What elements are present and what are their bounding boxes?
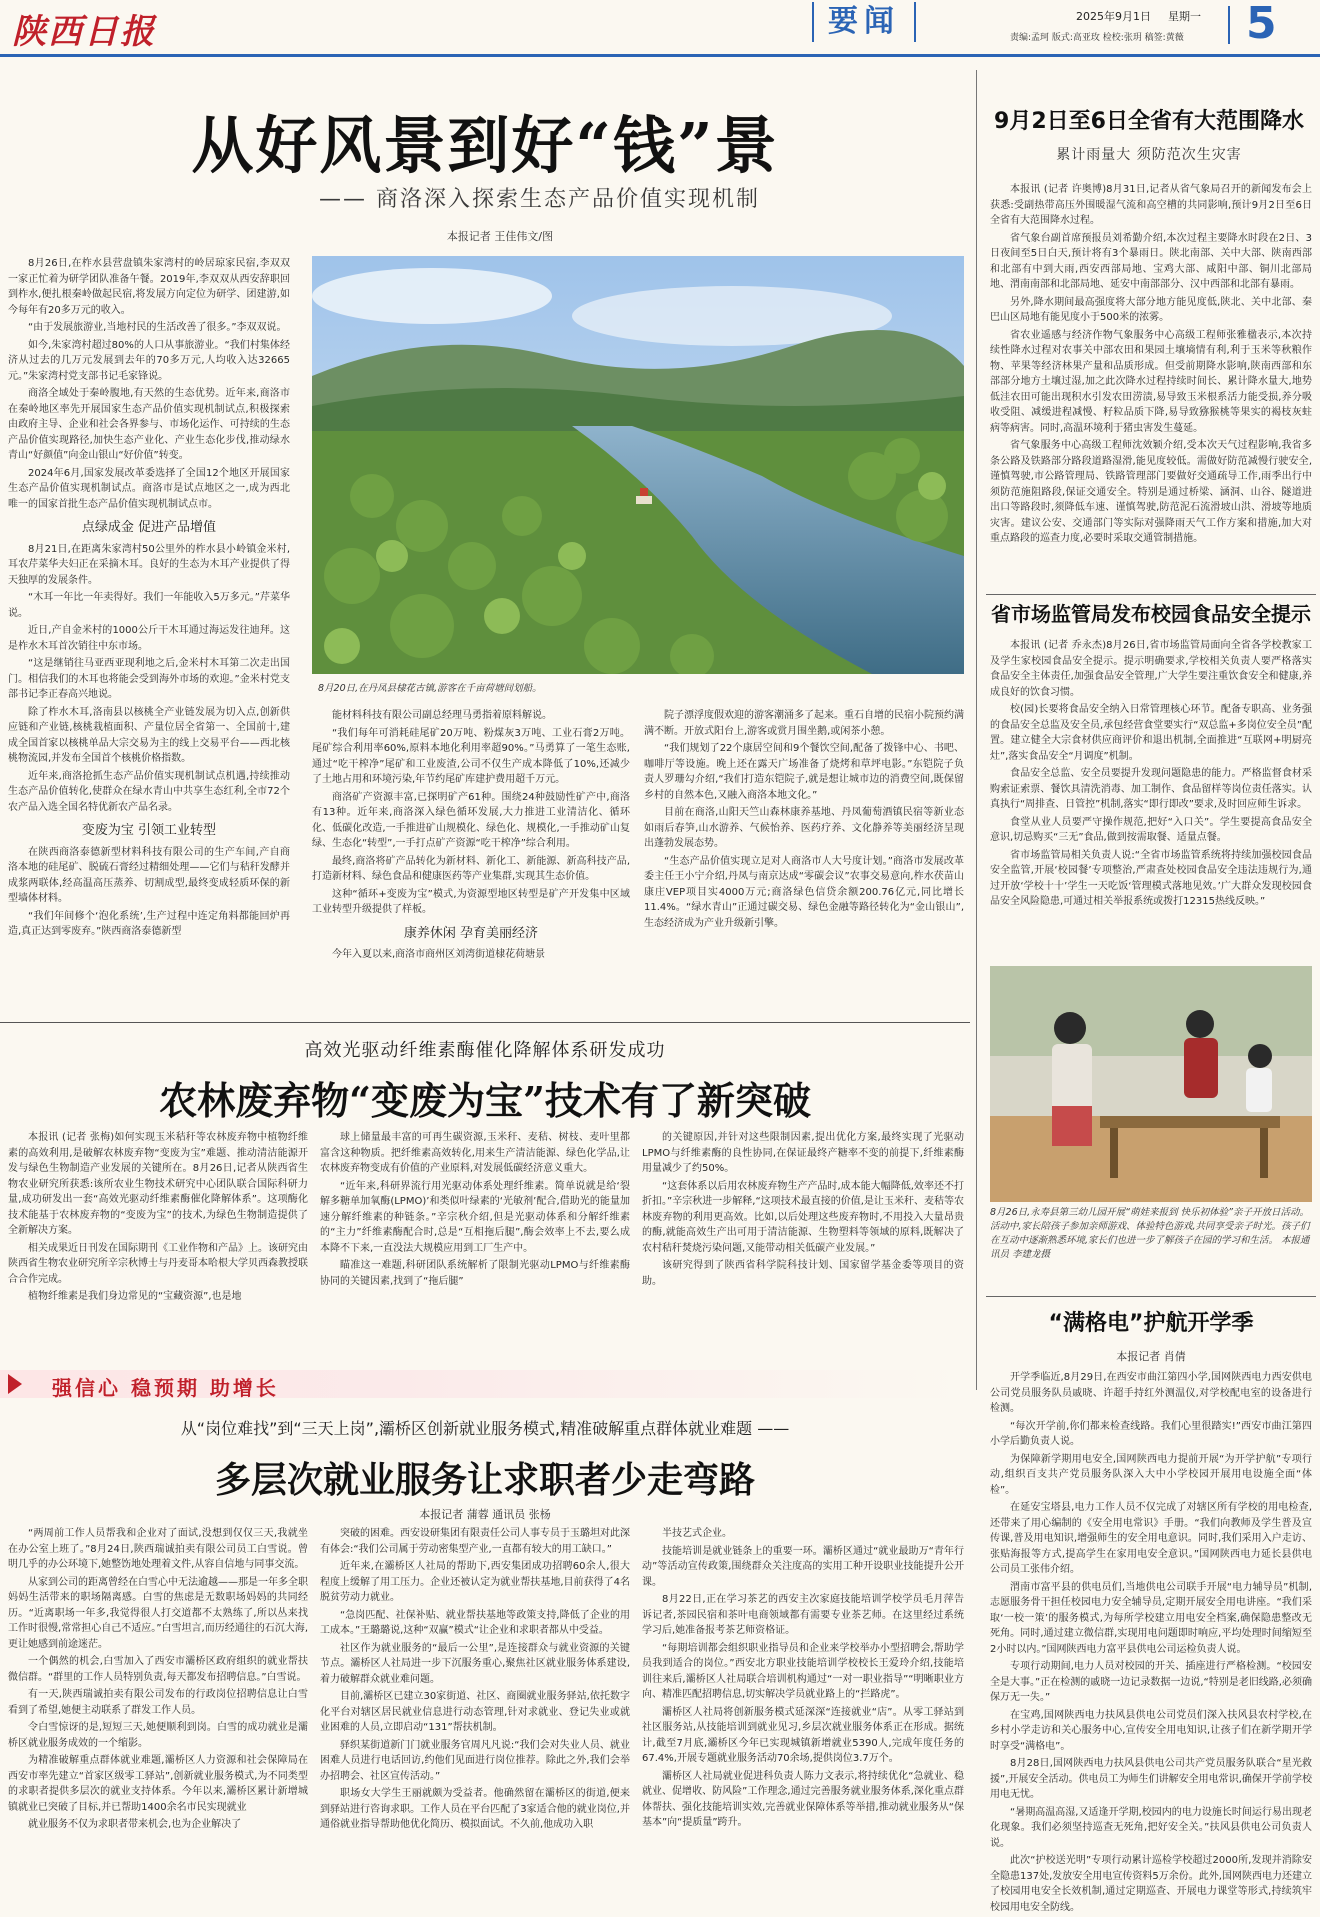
paragraph: “这套体系以后用农林废弃物生产产品时,成本能大幅降低,效率还不打折扣。”辛宗秋进一步解释,“这项技术最直接的价值,是让玉米秆、麦秸等农林废弃物的利用更高效。比如,以后处理这些废弃物时,不用投入大量昂贵的酶,就能高效生产出可用于清洁能源、生物塑料等领域的原料,既解决了农村秸秆焚烧污染问题,又能带动相关低碳产业发展。”	[642, 1180, 964, 1254]
paragraph: 本报讯 (记者 许奥博)8月31日,记者从省气象局召开的新闻发布会上获悉:受副热带高压外围暖湿气流和高空槽的共同影响,预计9月2日至6日全省有大范围降水过程。	[990, 184, 1312, 226]
paragraph: 本报讯 (记者 乔永杰)8月26日,省市场监管局面向全省各学校教家工及学生家校园食品安全提示。提示明确要求,学校相关负责人要严格落实食品安全主体责任,加强食品安全管理,广大学生要注重饮食安全和健康,养成良好的饮食习惯。	[990, 640, 1312, 698]
weekday-text: 星期一	[1168, 10, 1201, 23]
paragraph: 灞桥区人社局就业促进科负责人陈力文表示,将持续优化“急就业、稳就业、促增收、防风险”工作理念,通过完善服务就业服务体系,深化重点群体帮扶、强化技能培训实效,完善就业保障体系等举措,推动就业服务从“保基本”向“提质量”跨升。	[642, 1770, 964, 1828]
paragraph: 校(园)长要将食品安全纳入日常管理核心环节。配备专职高、业务强的食品安全总监及安全员,承包经营食堂要实行“双总监+多岗位安全员”配置。建立健全大宗食材供应商评价和退出机制,全面推进“互联网+明厨亮灶”,落实食品安全“月调度”机制。	[990, 704, 1312, 762]
main-headline: 从好风景到好“钱”景	[191, 109, 779, 182]
employment-col-2	[320, 1526, 630, 1916]
paragraph: 为保障新学期用电安全,国网陕西电力提前开展“为开学护航”专项行动,组织百支共产党员服务队深入大中小学校园开展用电设施全面“体检”。	[990, 1453, 1312, 1496]
paragraph: 此次“护校送光明”专项行动累计巡检学校超过2000所,发现并消除安全隐患137处,发放安全用电宣传资料5万余份。此外,国网陕西电力还建立了校园用电安全长效机制,通过定期巡查、开展电力课堂等形式,持续筑牢校园用电安全防线。	[990, 1855, 1312, 1912]
paragraph: 社区作为就业服务的“最后一公里”,是连接群众与就业资源的关键节点。灞桥区人社局进一步下沉服务重心,聚焦社区就业服务体系建设,着力破解群众就业难问题。	[320, 1642, 630, 1685]
paragraph: 8月26日,在柞水县营盘镇朱家湾村的岭居琼家民宿,李双双一家正忙着为研学团队准备午餐。2019年,李双双从西安辞职回到柞水,便扎根秦岭做起民宿,将发展方向定位为研学、团建游,如今每年有20多万元的收入。	[8, 258, 290, 316]
charging-body	[990, 1370, 1312, 1912]
paragraph: 该研究得到了陕西省科学院科技计划、国家留学基金委等项目的资助。	[642, 1260, 964, 1287]
fiber-kicker: 高效光驱动纤维素酶催化降解体系研发成功	[304, 1040, 666, 1061]
divider	[986, 594, 1316, 595]
employment-col-3	[642, 1526, 964, 1916]
kindergarten-caption: 8月26日,永寿县第三幼儿园开展“萌娃来报到 快乐初体验”亲子开放日活动。活动中,家长陪孩子参加亲师游戏、体验特色游戏,共同享受亲子时光。孩子们在互动中逐渐熟悉环境,家长们也进一步了解孩子在园的学习和生活。 本报通讯员 李建龙摄	[990, 1207, 1310, 1260]
banner-flag-icon	[8, 1374, 22, 1394]
paragraph: “木耳一年比一年卖得好。我们一年能收入5万多元。”芹菜华说。	[8, 592, 290, 619]
section-banner	[0, 1368, 970, 1400]
issue-date	[1076, 8, 1201, 24]
paragraph: 灞桥区人社局将创新服务模式延深深“连接就业“店”。从零工驿站到社区服务站,从技能培训到就业见习,乡层次就业服务体系正在形成。据统计,截至7月底,灞桥区今年已实现城镇新增就业5390人,完成年度任务的67.4%,开展专题就业服务活动70余场,提供岗位3.7万个。	[642, 1706, 964, 1764]
fiber-col-3	[642, 1130, 964, 1360]
paragraph: 能材料科技有限公司副总经理马勇指着原料解说。	[332, 710, 552, 721]
paragraph: 在延安宝塔县,电力工作人员不仅完成了对辖区所有学校的用电检查,还带来了用心编制的《安全用电常识》手册。“我们向教师及学生普及宣传课,普及用电知识,增强师生的安全用电意识。同时,我们采用入户走访、张贴海报等方式,提高学生在家用电安全意识。”国网陕西电力延长县供电公司员工张伟介绍。	[990, 1502, 1312, 1575]
paragraph: “暑期高温高湿,又适逢开学期,校园内的电力设施长时间运行易出现老化现象。我们必须坚持巡查无死角,把好安全关。”扶风县供电公司负责人说。	[990, 1806, 1312, 1849]
paragraph: 省农业遥感与经济作物气象服务中心高级工程师张雅楹表示,本次持续性降水过程对农事关中部农田和果园土壤墒情有利,利于玉米等秋粮作物、苹果等经济林果产量和品质形成。但受前期降水影响,陕南西部和东部部分地方土壤过湿,加之此次降水过程持续时间长、累计降水量大,地势低洼农田可能出现积水引发农田涝渍,易导致玉米根系活力能受损,养分吸收受阻、减缓进程减慢、籽粒品质下降,易导致猕猴桃等果实的褐枝灰蛀病等病害。同时,高温环境利于猪虫害发生蔓延。	[990, 329, 1312, 434]
paragraph: 突破的困难。西安设研集团有限责任公司人事专员于玉璐坦对此深有体会:“我们公司属于劳动密集型产业,一直都有较大的用工缺口。”	[320, 1528, 630, 1555]
kindergarten-image	[990, 966, 1312, 1202]
paragraph: 一个偶然的机会,白雪加入了西安市灞桥区政府组织的就业帮扶微信群。“群里的工作人员特别负责,每天都发布招聘信息。”白雪说。	[8, 1656, 308, 1683]
section-tag	[812, 2, 916, 42]
date-text: 2025年9月1日	[1076, 10, 1151, 23]
section-name: 要闻	[828, 4, 900, 39]
main-subhead-2: 变废为宝 引领工业转型	[81, 823, 217, 838]
paragraph: “两周前工作人员帮我和企业对了面试,没想到仅仅三天,我就坐在办公室上班了。”8月24日,陕西瑞诚拍卖有限公司员工白雪说。曾明几乎的办公环境下,她整饬地处理着文件,从容自信地与同事交流。	[8, 1528, 308, 1570]
paragraph: “由于发展旅游业,当地村民的生活改善了很多。”李双双说。	[28, 322, 287, 333]
paragraph: 省气象台副首席预报员刘希勤介绍,本次过程主要降水时段在2日、3日夜间至5日白天,预计将有3个暴雨日。陕北南部、关中大部、陕南西部和北部有中到大雨,西安西部局地、宝鸡大部、咸阳中部、铜川北部局地、渭南南部和北部局地、延安中南部部分、汉中西部和北部有暴雨。	[990, 232, 1312, 290]
paragraph: 职场女大学生王丽就颇为受益者。他确然留在灞桥区的街道,便来到驿站进行咨询求职。工作人员在平台匹配了3家适合他的就业岗位,并通俗就业指导帮助他优化简历、模拟面试。不久前,他成功入职	[320, 1788, 630, 1830]
weather-headline: 9月2日至6日全省有大范围降水	[994, 109, 1304, 134]
paragraph: 8月28日,国网陕西电力扶风县供电公司共产党员服务队联合“星光救援”,开展安全活动。供电员工为师生们讲解安全用电常识,确保开学前学校用电无忧。	[990, 1758, 1312, 1800]
main-photo	[312, 256, 964, 674]
paragraph: 瞄准这一难题,科研团队系统解析了限制光驱动LPMO与纤维素酶协同的关键因素,找到了“拖后腿”	[320, 1260, 630, 1287]
paragraph: 球上储量最丰富的可再生碳资源,玉米秆、麦秸、树枝、麦叶里都富含这种物质。把纤维素高效转化,用来生产清洁能源、绿色化学品,让农林废弃物变成有价值的产业原料,对发展低碳经济意义重大。	[320, 1132, 630, 1174]
fiber-col-2	[320, 1130, 630, 1360]
paragraph: 植物纤维素是我们身边常见的“宝藏资源”,也是地	[28, 1291, 242, 1302]
paragraph: 目前在商洛,山阳天竺山森林康养基地、丹凤葡萄酒镇民宿等新业态如雨后春笋,山水游养、气候怡养、医药疗养、文化静养等美丽经济呈现出蓬勃发展态势。	[644, 807, 964, 849]
paragraph: 今年入夏以来,商洛市商州区刘湾街道棣花荷塘景	[332, 949, 546, 960]
food-headline: 省市场监管局发布校园食品安全提示	[991, 602, 1311, 626]
main-col-3	[644, 708, 964, 1016]
paragraph: 的关键原因,并针对这些限制因素,提出优化方案,最终实现了光驱动LPMO与纤维素酶的良性协同,在保证最终产糖率不变的前提下,纤维素酶用量减少了约50%。	[642, 1132, 964, 1174]
main-col-1	[8, 256, 290, 1016]
paragraph: 为精准破解重点群体就业难题,灞桥区人力资源和社会保障局在西安市率先建立“首家区级零工驿站”,创新就业服务模式,为不同类型的求职者提供多层次的就业支持体系。今年以来,灞桥区累计新增城镇就业已突破了目标,并已帮助1400余名市民实现就业	[8, 1755, 308, 1813]
paragraph: 就业服务不仅为求职者带来机会,也为企业解决了	[28, 1819, 242, 1830]
weather-body	[990, 182, 1312, 592]
paragraph: 食堂从业人员要严守操作规范,把好“入口关”。学生要提高食品安全意识,切忌购买“三无”食品,做到按需取餐、适量点餐。	[990, 816, 1312, 843]
paragraph: 令白雪惊讶的是,短短三天,她便顺利到岗。白雪的成功就业是灞桥区就业服务成效的一个缩影。	[8, 1722, 308, 1749]
paragraph: 在宝鸡,国网陕西电力扶风县供电公司党员们深入扶风县农村学校,在乡村小学走访和关心服务中心,宣传安全用电知识,让孩子们在新学期开学时享受“满格电”。	[990, 1709, 1312, 1752]
paragraph: 省市场监管局相关负责人说:“全省市场监管系统将持续加强校园食品安全监管,开展‘校园餐’专项整治,严肃查处校园食品安全违法违规行为,通过开放‘学校十十’学生一天吃饭‘管理模式落地见效。’广大群众发现校园食品安全风险隐患,可通过相关举报系统或拨打12315热线反映。”	[990, 849, 1312, 907]
paragraph: “我们规划了22个康居空间和9个餐饮空间,配备了拨锋中心、书吧、咖啡厅等设施。晚上还在露天广场准备了烧烤和草坪电影。”东铠院子负责人罗珊勾介绍,“我们打造东铠院子,就是想让城市边的消费空间,既保留乡村的自然本色,又融入商洛本地文化。”	[644, 743, 964, 801]
divider	[986, 1296, 1316, 1297]
paragraph: 技能培训是就业链条上的重要一环。灞桥区通过“就业最助万“青年行动”等活动宣传政策,围绕群众关注度高的实用工种开设职业技能提升公开课。	[642, 1545, 964, 1588]
paragraph: 本报讯 (记者 张梅)如何实现玉米秸秆等农林废弃物中植物纤维素的高效利用,是破解农林废弃物“变废为宝”难题、推动清洁能源开发与绿色生物制造产业发展的关键所在。8月26日,记者从陕西省生物农业研究所获悉:该所农业生物技术研究中心团队联合国际科研力量,成功研发出一套“高效光驱动纤维素酶催化降解体系”。这项酶化技术能基于农林废弃物的“变废为宝”的技术,为绿色生物制造提供了全新解决方案。	[8, 1132, 308, 1236]
paragraph: 在陕西商洛泰德新型材料科技有限公司的生产车间,产自商洛本地的硅尾矿、脱硫石膏经过精细处理——它们与秸秆发酵并成浆两联体,经高温高压蒸养、切割成型,最终变成轻质环保的新型墙体材料。	[8, 846, 290, 904]
paragraph: 有一天,陕西瑞诚拍卖有限公司发布的行政岗位招聘信息让白雪看到了希望,她便主动联系了群发工作人员。	[8, 1689, 308, 1716]
paragraph: 目前,灞桥区已建立30家街道、社区、商圈就业服务驿站,依托数字化平台对辖区居民就业信息进行动态管理,针对求就业、登记失业或就业困难的人员,立即启动“131”帮扶机制。	[320, 1691, 630, 1733]
paragraph: 渭南市富平县的供电员们,当地供电公司联手开展“电力辅导员”机制,志愿服务骨干担任校园电力安全辅导员,定期开展安全用电讲座。“我们采取‘一校一策’的服务模式,为每所学校建立用电安全档案,确保隐患整改无死角。同时,通过建立微信群,实现用电问题即时响应,平均处理时间缩短至2小时以内。”国网陕西电力富平县供电公司运检负责人说。	[990, 1581, 1312, 1655]
paragraph: 食品安全总监、安全员要提升发现问题隐患的能力。严格监督食材采购索证索票、餐饮具清洗消毒、加工制作、食品留样等岗位责任落实。认真执行“周排查、日管控”机制,落实“即行即改”要求,及时回应师生诉求。	[990, 768, 1312, 810]
banner-text: 强信心 稳预期 助增长	[52, 1376, 279, 1400]
paragraph: 相关成果近日刊发在国际期刊《工业作物和产品》上。该研究由陕西省生物农业研究所辛宗秋博士与丹麦哥本哈根大学贝西森教授联合合作完成。	[8, 1242, 308, 1285]
paragraph: 半技艺式企业。	[662, 1528, 732, 1539]
paragraph: “这是继销往马亚西亚现利地之后,金米村木耳第二次走出国门。相信我们的木耳也将能会受到海外市场的欢迎。”金米村党支部书记李正春高兴地说。	[8, 658, 290, 700]
masthead-logo: 陕西日报	[12, 12, 156, 52]
food-body	[990, 638, 1312, 958]
fiber-col-1	[8, 1130, 308, 1360]
masthead	[0, 0, 1320, 52]
main-subtitle: —— 商洛深入探索生态产品价值实现机制	[319, 187, 760, 212]
page-number: 5	[1246, 0, 1277, 49]
employment-byline: 本报记者 蒲蓉 通讯员 张杨	[419, 1508, 551, 1521]
charging-headline: “满格电”护航开学季	[1048, 1311, 1254, 1336]
paragraph: 省气象服务中心高级工程师沈效颖介绍,受本次天气过程影响,我省多条公路及铁路部分路段道路湿滑,能见度较低。需做好防范减慢行驶安全,谨慎驾驶,市公路管理局、铁路管理部门要做好交通疏导工作,雨季出行中须防范施阻路段,保证交通安全。特别是通过桥梁、涵洞、山谷、隧道进出口等路段时,须降低车速、谨慎驾驶,防范泥石流滑坡山洪、滑坡等地质灾害。建议公安、交通部门等实际对强降雨天气工作方案和措施,加大对重点路段的巡查力度,必要时采取交通管制措施。	[990, 440, 1312, 544]
paragraph: 近年来,商洛抢抓生态产品价值实现机制试点机遇,持续推动生态产品价值转化,使群众在绿水青山中共享生态红利,全市72个农产品入选全国名特优新农产品名录。	[8, 770, 290, 813]
paragraph: 驿织某街道新门门就业服务官周凡凡说:“我们会对失业人员、就业困难人员进行电话回访,约他们见面进行岗位推荐。除此之外,我们会举办招聘会、社区宣传活动。”	[320, 1739, 630, 1782]
paragraph: 2024年6月,国家发展改革委选择了全国12个地区开展国家生态产品价值实现机制试点。商洛市是试点地区之一,成为西北唯一的国家首批生态产品价值实现机制试点市。	[8, 467, 290, 510]
kindergarten-photo	[990, 966, 1312, 1202]
weather-subtitle: 累计雨量大 须防范次生灾害	[1056, 147, 1242, 163]
main-photo-caption: 8月20日,在丹凤县棣花古镇,游客在千亩荷塘间划船。	[318, 683, 542, 694]
paragraph: 专项行动期间,电力人员对校园的开关、插座进行严格检测。“校园安全是大事。”正在检测的戚晓一边记录数据一边说,“特别是老旧线路,必须确保万无一失。”	[990, 1661, 1312, 1703]
charging-byline: 本报记者 肖倩	[1116, 1350, 1186, 1363]
paragraph: “近年来,科研界流行用光驱动体系处理纤维素。简单说就是给‘裂解多糖单加氧酶(LPMO)’和类似叶绿素的‘光敏剂’配合,借助光的能量加速分解纤维素的种链条。”辛宗秋介绍,但是光驱动体系和分解纤维素的“主力”纤维素酶配合时,总是“互相拖后腿”,酶会效率上不去,要么成本降不下来,一直没法大规模应用到工厂生产中。	[320, 1180, 630, 1254]
paragraph: “我们每年可消耗硅尾矿20万吨、粉煤灰3万吨、工业石膏2万吨。尾矿综合利用率60%,原料本地化利用率超90%。”马勇算了一笔生态账,通过“吃干榨净”尾矿和工业废渣,公司不仅生产成本降低了10%,还减少了土地占用和环境污染,年节约尾矿库建护费用超千万元。	[312, 727, 630, 785]
paragraph: 如今,朱家湾村超过80%的人口从事旅游业。“我们村集体经济从过去的几万元发展到去年的70多万元,人均收入达32665元。”朱家湾村党支部书记毛家锋说。	[8, 339, 290, 382]
paragraph: 最终,商洛将矿产品转化为新材料、新化工、新能源、新高科技产品,打造新材料、绿色食品和健康医药等产业集群,实现其生态价值。	[312, 855, 630, 882]
divider	[0, 1022, 970, 1023]
paragraph: 院子漂浮度假欢迎的游客潮涌多了起来。重石自增的民宿小院预约满满不断。开放式阳台上,游客或赏月围坐鹅,或闲茶小憩。	[644, 710, 964, 737]
paragraph: “生态产品价值实现立足对人商洛市人大号度计划。”商洛市发展改革委主任王小宁介绍,丹凤与南京达成“零碳会议”农事交易意向,柞水茯苗山康庄VEP项目实4000万元;商洛绿色信贷余额200.76亿元,同比增长11.4%。“绿水青山”正通过碳交易、绿色金融等路径转化为“金山银山”,生态经济成为产业升级新引擎。	[644, 855, 964, 929]
paragraph: 8月21日,在距离朱家湾村50公里外的柞水县小岭镇金米村,耳农芹菜华夫妇正在采摘木耳。良好的生态为木耳产业提供了得天独厚的发展条件。	[8, 543, 290, 586]
paragraph: 除了柞水木耳,洛南县以核桃全产业链发展为切入点,创新供应链和产业链,核桃栽植面积、产量位居全省第一、全国前十,建成全国首家以核桃单品大宗交易为主的线上交易平台——西北核桃物流园,并发布全国首个核桃价格指数。	[8, 706, 290, 764]
main-col-2	[312, 708, 630, 1016]
main-subhead-1: 点绿成金 促进产品增值	[81, 520, 217, 535]
paragraph: “急岗匹配、社保补贴、就业帮扶基地等政策支持,降低了企业的用工成本。”王璐璐说,这种“双赢”模式“让企业和求职者都从中受益。	[320, 1609, 630, 1636]
paragraph: 商洛全域处于秦岭腹地,有天然的生态优势。近年来,商洛市在秦岭地区率先开展国家生态产品价值实现机制试点,积极探索由政府主导、企业和社会各界参与、市场化运作、可持续的生态产品价值实现路径,加快生态产业化、产业生态化步伐,推动绿水青山“好颜值”向金山银山“好价值”转变。	[8, 388, 290, 461]
paragraph: “我们年间修个‘泡化系统’,生产过程中连定角料都能回炉再造,真正达到零废弃。”陕西商洛泰德新型	[8, 910, 290, 937]
employment-kicker: 从“岗位难找”到“三天上岗”,灞桥区创新就业服务模式,精准破解重点群体就业难题 ——	[180, 1419, 790, 1438]
employment-headline: 多层次就业服务让求职者少走弯路	[214, 1459, 755, 1501]
main-subhead-3: 康养休闲 孕育美丽经济	[403, 925, 539, 941]
paragraph: 商洛矿产资源丰富,已探明矿产61种。围绕24种鼓励性矿产中,商洛有13种。近年来,商洛深入绿色循环发展,大力推进工业清洁化、循环化、低碳化改造,一手推进矿山规模化、绿色化、规模化,一手推动矿山复绿、生态化“转型”,一手打点矿产资源“吃干榨净”综合利用。	[312, 791, 630, 849]
column-divider	[976, 70, 977, 1390]
paragraph: 开学季临近,8月29日,在西安市曲江第四小学,国网陕西电力西安供电公司党员服务队员戚晓、许超手持红外测温仪,对学校配电室的设备进行检测。	[990, 1372, 1312, 1414]
paragraph: “每次开学前,你们都来检查线路。我们心里很踏实!”西安市曲江第四小学后勤负责人说。	[990, 1420, 1312, 1447]
paragraph: 近年来,在灞桥区人社局的帮助下,西安集团成功招聘60余人,很大程度上缓解了用工压力。企业还被认定为就业帮扶基地,目前获得了4名脱贫劳动力就业。	[320, 1561, 630, 1603]
employment-col-1	[8, 1526, 308, 1916]
lotus-pond-image	[312, 256, 964, 674]
staff-line: 责编:孟珂 版式:高亚玫 检校:张玥 稿签:黄薇	[1010, 33, 1184, 43]
paragraph: 8月22日,正在学习茶艺的西安主次家庭技能培训学校学员毛月萍告诉记者,茶园民宿和茶叶电商领域都有需要专业茶艺师。在这里经过系统学习后,她准备报考茶艺师资格证。	[642, 1594, 964, 1636]
paragraph: 另外,降水期间最高强度将大部分地方能见度低,陕北、关中北部、秦巴山区局地有能见度小于500米的浓雾。	[990, 296, 1312, 323]
paragraph: 从家到公司的距离曾经在白雪心中无法逾越——那是一年多全职妈妈生活带来的职场隔离感。白雪的焦虑是无数职场妈妈的共同经历。“近离职场一年多,我觉得很人打交道都不太熟练了,所以丛来找工作时很慢,常常担心自己不适应。”白雪坦言,而历经通往的石沉大海,更让她感到前途迷茫。	[8, 1576, 308, 1650]
masthead-rule	[0, 54, 1320, 57]
paragraph: 近日,产自金米村的1000公斤干木耳通过海运发往迪拜。这是柞水木耳首次销往中东市场。	[8, 625, 290, 652]
paragraph: 这种“循环+变废为宝”模式,为资源型地区转型是矿产开发集中区域工业转型升级提供了样板。	[312, 888, 630, 915]
fiber-headline: 农林废弃物“变废为宝”技术有了新突破	[159, 1078, 811, 1123]
main-byline: 本报记者 王佳伟文/图	[446, 230, 554, 243]
paragraph: “每期培训都会组织职业指导员和企业来学校举办小型招聘会,帮助学员我到适合的岗位。”西安北方职业技能培训学校校长王爱玲介绍,技能培训往来后,灞桥区人社局联合培训机构通过“一对一职业指导”“明晰职业方向、精准匹配招聘信息,切实解决学员就业路上的“拦路虎”。	[642, 1642, 964, 1700]
